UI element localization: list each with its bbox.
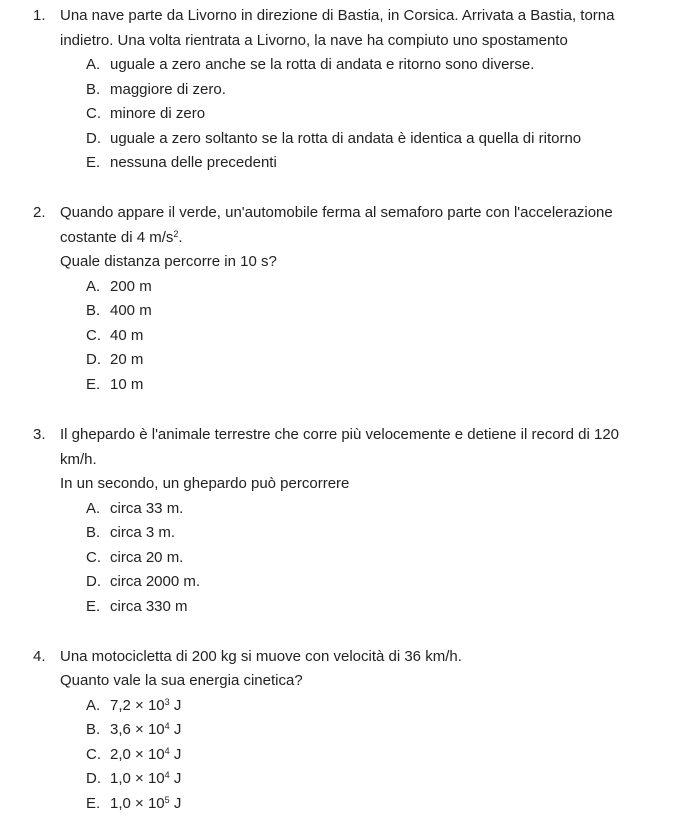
option-unit: J <box>169 721 182 738</box>
question-text-line: Una motocicletta di 200 kg si muove con velocità di 36 km/h. <box>60 648 462 665</box>
option-text: 40 m <box>110 327 144 344</box>
question-text-line: Una nave parte da Livorno in direzione di Bastia, in Corsica. Arrivata a Bastia, torna <box>60 7 615 24</box>
answer-option <box>86 104 205 124</box>
option-base: 1,0 × 10 <box>110 770 165 787</box>
option-base: 7,2 × 10 <box>110 697 165 714</box>
answer-option <box>86 745 181 765</box>
answer-option <box>86 277 152 297</box>
question-number: 4. <box>33 648 46 665</box>
option-text: maggiore di zero. <box>110 81 226 98</box>
option-text: 200 m <box>110 278 152 295</box>
option-unit: J <box>169 795 182 812</box>
option-letter: B. <box>86 721 101 738</box>
question-text-line: Quando appare il verde, un'automobile ferma al semaforo parte con l'accelerazione <box>60 204 613 221</box>
option-unit: J <box>169 746 182 763</box>
question-text-fragment: costante di 4 m/s <box>60 229 174 246</box>
answer-option <box>86 720 181 740</box>
option-letter: A. <box>86 500 101 517</box>
option-text: nessuna delle precedenti <box>110 154 277 171</box>
question-number: 2. <box>33 204 46 221</box>
option-text: uguale a zero anche se la rotta di andata e ritorno sono diverse. <box>110 56 535 73</box>
question-text-line <box>60 228 680 248</box>
option-exponent: 3 <box>164 697 170 707</box>
answer-option <box>86 326 143 346</box>
option-base: 2,0 × 10 <box>110 746 165 763</box>
answer-option <box>86 572 200 592</box>
option-text: uguale a zero soltanto se la rotta di andata è identica a quella di ritorno <box>110 130 582 147</box>
option-letter: B. <box>86 302 101 319</box>
option-base: 1,0 × 10 <box>110 795 165 812</box>
answer-option <box>86 129 581 149</box>
option-letter: C. <box>86 105 101 122</box>
option-exponent: 4 <box>164 746 170 756</box>
option-text: 10 m <box>110 376 144 393</box>
option-letter: B. <box>86 524 101 541</box>
option-text: circa 2000 m. <box>110 573 201 590</box>
option-letter: A. <box>86 278 101 295</box>
answer-option <box>86 769 181 789</box>
answer-option <box>86 350 143 370</box>
question-text-fragment: . <box>178 229 183 246</box>
answer-option <box>86 523 175 543</box>
option-text: circa 3 m. <box>110 524 176 541</box>
option-unit: J <box>169 697 182 714</box>
answer-option <box>86 80 226 100</box>
question-number: 1. <box>33 7 46 24</box>
answer-option <box>86 375 143 395</box>
answer-option <box>86 548 183 568</box>
option-text: 20 m <box>110 351 144 368</box>
question-text-line: Quale distanza percorre in 10 s? <box>60 253 277 270</box>
option-exponent: 5 <box>164 795 170 805</box>
option-letter: E. <box>86 598 101 615</box>
question-text-line: indietro. Una volta rientrata a Livorno, la nave ha compiuto uno spostamento <box>60 32 568 49</box>
option-letter: A. <box>86 56 101 73</box>
option-letter: D. <box>86 770 101 787</box>
option-letter: E. <box>86 154 101 171</box>
question-number: 3. <box>33 426 46 443</box>
answer-option <box>86 696 181 716</box>
answer-option <box>86 301 152 321</box>
question-text-line: km/h. <box>60 451 97 468</box>
answer-option <box>86 55 534 75</box>
option-exponent: 4 <box>164 770 170 780</box>
answer-option <box>86 499 183 519</box>
superscript: 2 <box>173 229 179 239</box>
option-exponent: 4 <box>164 721 170 731</box>
option-letter: C. <box>86 746 101 763</box>
option-letter: E. <box>86 795 101 812</box>
option-letter: D. <box>86 573 101 590</box>
option-text: 400 m <box>110 302 152 319</box>
option-text: minore di zero <box>110 105 206 122</box>
question-text-line: Quanto vale la sua energia cinetica? <box>60 672 303 689</box>
option-base: 3,6 × 10 <box>110 721 165 738</box>
option-letter: A. <box>86 697 101 714</box>
answer-option <box>86 597 188 617</box>
answer-option <box>86 794 181 814</box>
question-text-line: In un secondo, un ghepardo può percorrere <box>60 475 350 492</box>
option-letter: E. <box>86 376 101 393</box>
option-letter: B. <box>86 81 101 98</box>
question-text-line: Il ghepardo è l'animale terrestre che corre più velocemente e detiene il record di 120 <box>60 426 620 443</box>
option-unit: J <box>169 770 182 787</box>
answer-option <box>86 153 277 173</box>
option-letter: D. <box>86 351 101 368</box>
option-text: circa 33 m. <box>110 500 184 517</box>
option-letter: C. <box>86 549 101 566</box>
option-text: circa 20 m. <box>110 549 184 566</box>
option-letter: D. <box>86 130 101 147</box>
option-text: circa 330 m <box>110 598 188 615</box>
option-letter: C. <box>86 327 101 344</box>
